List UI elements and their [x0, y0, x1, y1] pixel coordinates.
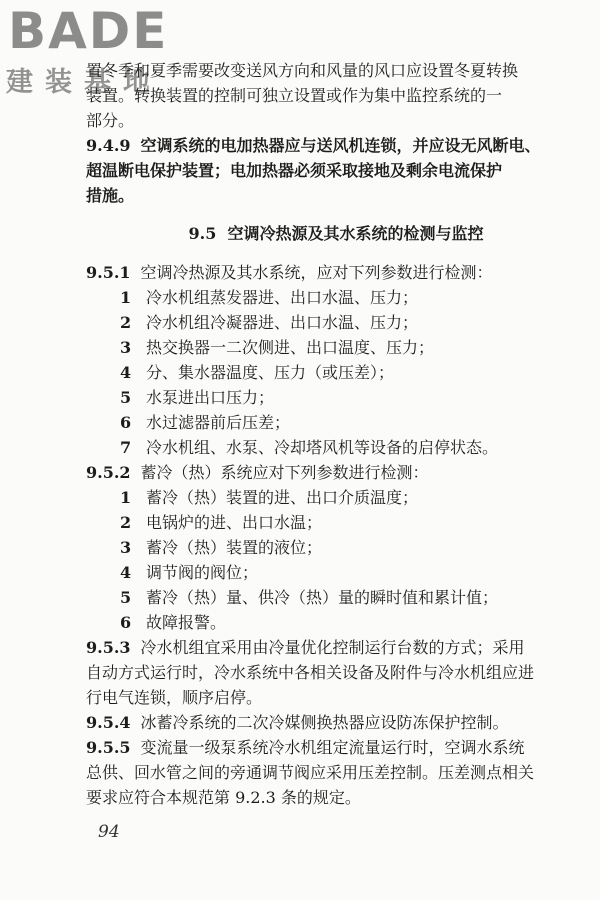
item-number: 5 [120, 388, 132, 407]
intro-line: 装置。转换装置的控制可独立设置或作为集中监控系统的一 [86, 86, 503, 105]
section-title: 空调冷热源及其水系统的检测与监控 [227, 224, 484, 243]
clause-9-4-9 [86, 133, 586, 158]
list-item [86, 610, 586, 635]
clause-text: 冷水机组宜采用由冷量优化控制运行台数的方式；采用 [140, 638, 525, 657]
item-text: 蓄冷（热）装置的液位； [146, 538, 323, 557]
list-item [86, 435, 586, 460]
item-number: 2 [120, 313, 132, 332]
item-text: 水泵进出口压力； [146, 388, 275, 407]
list-item [86, 410, 586, 435]
clause-number: 9.5.1 [86, 263, 131, 282]
clause-line: 自动方式运行时，冷水系统中各相关设备及附件与冷水机组应进 [86, 663, 535, 682]
list-item [86, 360, 586, 385]
item-text: 蓄冷（热）装置的进、出口介质温度； [146, 488, 419, 507]
clause-line: 措施。 [86, 186, 135, 205]
list-item [86, 535, 586, 560]
item-number: 7 [120, 438, 132, 457]
item-text: 调节阀的阀位； [146, 563, 259, 582]
item-text: 水过滤器前后压差； [146, 413, 291, 432]
intro-line: 部分。 [86, 111, 135, 130]
clause-number: 9.5.4 [86, 713, 131, 732]
list-item [86, 285, 586, 310]
list-item [86, 310, 586, 335]
clause-9-5-4 [86, 710, 586, 735]
clause-number: 9.4.9 [86, 136, 131, 155]
list-item [86, 560, 586, 585]
item-number: 4 [120, 363, 132, 382]
clause-text: 蓄冷（热）系统应对下列参数进行检测： [140, 463, 429, 482]
clause-line: 超温断电保护装置；电加热器必须采取接地及剩余电流保护 [86, 161, 503, 180]
watermark-brand: BADE [8, 2, 169, 60]
clause-text: 空调冷热源及其水系统，应对下列参数进行检测： [140, 263, 493, 282]
watermark-subtitle: 建装基地 [6, 67, 162, 98]
list-item [86, 510, 586, 535]
section-heading [86, 222, 586, 246]
list-item [86, 585, 586, 610]
document-body [86, 58, 586, 810]
clause-number: 9.5.3 [86, 638, 131, 657]
item-text: 电锅炉的进、出口水温； [146, 513, 323, 532]
item-number: 4 [120, 563, 132, 582]
item-number: 2 [120, 513, 132, 532]
intro-line: 置冬季和夏季需要改变送风方向和风量的风口应设置冬夏转换 [86, 61, 519, 80]
clause-line: 行电气连锁，顺序启停。 [86, 688, 263, 707]
list-item [86, 335, 586, 360]
item-text: 分、集水器温度、压力（或压差）； [146, 363, 395, 382]
item-number: 5 [120, 588, 132, 607]
item-number: 3 [120, 338, 132, 357]
clause-text: 冰蓄冷系统的二次冷媒侧换热器应设防冻保护控制。 [140, 713, 509, 732]
list-item [86, 385, 586, 410]
clause-number: 9.5.2 [86, 463, 131, 482]
clause-9-5-2 [86, 460, 586, 485]
item-number: 1 [120, 288, 132, 307]
clause-9-5-1 [86, 260, 586, 285]
item-text: 冷水机组冷凝器进、出口水温、压力； [146, 313, 419, 332]
clause-line: 总供、回水管之间的旁通调节阀应采用压差控制。压差测点相关 [86, 763, 535, 782]
clause-text: 变流量一级泵系统冷水机组定流量运行时，空调水系统 [140, 738, 525, 757]
item-number: 3 [120, 538, 132, 557]
item-text: 冷水机组、水泵、冷却塔风机等设备的启停状态。 [146, 438, 499, 457]
item-number: 6 [120, 413, 132, 432]
item-text: 冷水机组蒸发器进、出口水温、压力； [146, 288, 419, 307]
section-number: 9.5 [188, 224, 217, 243]
clause-number: 9.5.5 [86, 738, 131, 757]
list-item [86, 485, 586, 510]
clause-9-5-3 [86, 635, 586, 660]
clause-line: 要求应符合本规范第 9.2.3 条的规定。 [86, 788, 361, 807]
item-text: 故障报警。 [146, 613, 227, 632]
item-text: 热交换器一二次侧进、出口温度、压力； [146, 338, 435, 357]
clause-text: 空调系统的电加热器应与送风机连锁，并应设无风断电、 [140, 136, 541, 155]
item-number: 1 [120, 488, 132, 507]
clause-9-5-5 [86, 735, 586, 760]
item-number: 6 [120, 613, 132, 632]
page-number: 94 [98, 822, 120, 842]
item-text: 蓄冷（热）量、供冷（热）量的瞬时值和累计值； [146, 588, 499, 607]
